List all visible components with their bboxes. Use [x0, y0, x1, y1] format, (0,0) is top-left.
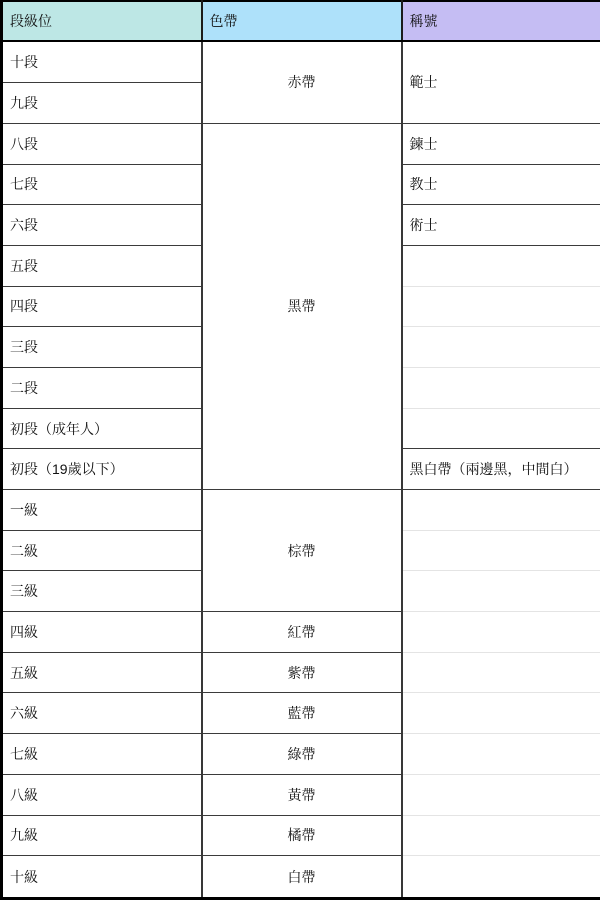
title-cell: 教士 [402, 164, 600, 205]
column-header-belt: 色帶 [202, 1, 402, 41]
table-row [2, 856, 600, 899]
empty-title-cell [402, 571, 600, 612]
title-cell: 鍊士 [402, 123, 600, 164]
empty-title-cell [402, 856, 600, 899]
empty-title-cell [402, 774, 600, 815]
rank-cell: 五級 [2, 652, 202, 693]
rank-cell: 四級 [2, 612, 202, 653]
rank-cell: 八段 [2, 123, 202, 164]
table-row [2, 490, 600, 531]
belt-cell: 綠帶 [202, 734, 402, 775]
belt-cell: 黑白帶（兩邊黑，中間白） [402, 449, 600, 490]
rank-cell: 四段 [2, 286, 202, 327]
belt-cell: 白帶 [202, 856, 402, 899]
rank-cell: 九段 [2, 83, 202, 124]
title-cell: 術士 [402, 205, 600, 246]
empty-title-cell [402, 815, 600, 856]
rank-cell: 一級 [2, 490, 202, 531]
rank-cell: 八級 [2, 774, 202, 815]
rank-cell: 五段 [2, 245, 202, 286]
table-row [2, 774, 600, 815]
empty-title-cell [402, 367, 600, 408]
rank-cell: 七級 [2, 734, 202, 775]
empty-title-cell [402, 734, 600, 775]
table-row [2, 612, 600, 653]
table-row [2, 815, 600, 856]
table-row [2, 123, 600, 164]
rank-cell: 二段 [2, 367, 202, 408]
rank-cell: 十級 [2, 856, 202, 899]
empty-title-cell [402, 408, 600, 449]
belt-cell: 赤帶 [202, 41, 402, 123]
rank-cell: 十段 [2, 41, 202, 83]
rank-cell: 初段（成年人） [2, 408, 202, 449]
table-row [2, 652, 600, 693]
empty-title-cell [402, 245, 600, 286]
title-cell: 範士 [402, 41, 600, 123]
rank-cell: 六段 [2, 205, 202, 246]
empty-title-cell [402, 652, 600, 693]
empty-title-cell [402, 327, 600, 368]
rank-cell: 二級 [2, 530, 202, 571]
table-row [2, 41, 600, 83]
empty-title-cell [402, 286, 600, 327]
column-header-rank: 段級位 [2, 1, 202, 41]
belt-cell: 黑帶 [202, 123, 402, 489]
belt-cell: 紅帶 [202, 612, 402, 653]
table-row [2, 693, 600, 734]
empty-title-cell [402, 612, 600, 653]
rank-cell: 三級 [2, 571, 202, 612]
column-header-title: 稱號 [402, 1, 600, 41]
rank-cell: 初段（19歲以下） [2, 449, 202, 490]
belt-cell: 黃帶 [202, 774, 402, 815]
rank-cell: 三段 [2, 327, 202, 368]
belt-cell: 棕帶 [202, 490, 402, 612]
rank-cell: 六級 [2, 693, 202, 734]
rank-cell: 七段 [2, 164, 202, 205]
belt-cell: 藍帶 [202, 693, 402, 734]
belt-cell: 紫帶 [202, 652, 402, 693]
empty-title-cell [402, 693, 600, 734]
table-row [2, 734, 600, 775]
header-row [2, 1, 600, 41]
empty-title-cell [402, 530, 600, 571]
empty-title-cell [402, 490, 600, 531]
belt-cell: 橘帶 [202, 815, 402, 856]
rank-cell: 九級 [2, 815, 202, 856]
